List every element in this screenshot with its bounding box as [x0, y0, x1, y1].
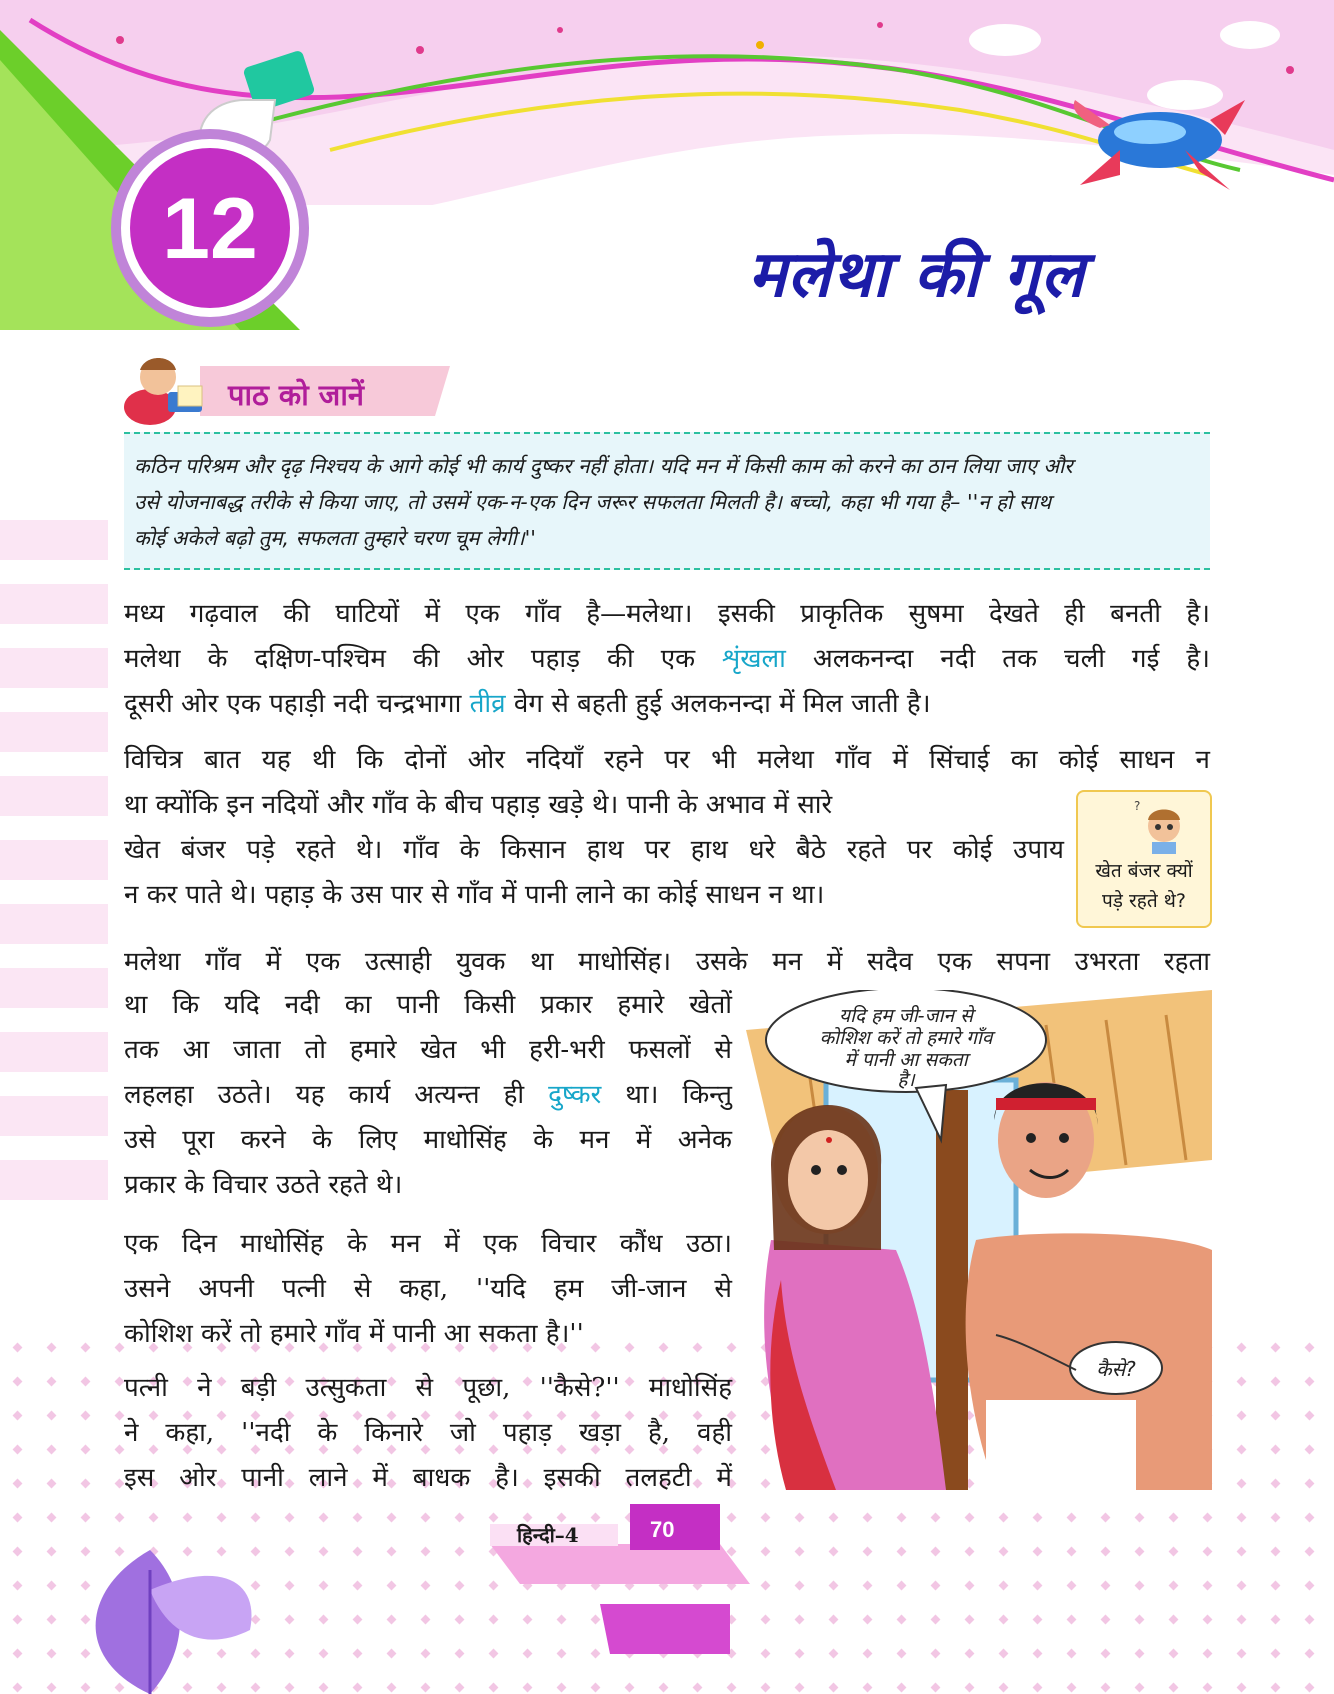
cloud-shape: [1220, 21, 1280, 49]
story-illustration: [746, 990, 1212, 1490]
cloud-shape: [1147, 80, 1223, 110]
decor-dot: [877, 22, 883, 28]
think-question: [1078, 856, 1210, 916]
text-line: मध्य गढ़वाल की घाटियों में एक गाँव है—मलेथा। इसकी प्राकृतिक सुषमा देखते ही बनती है।: [124, 599, 1210, 629]
paragraph-5: [124, 1366, 732, 1501]
text-span: अलकनन्दा नदी तक चली गई है।: [785, 644, 1211, 674]
highlight-word: तीव्र: [469, 689, 506, 719]
paragraph-2: [124, 738, 1210, 783]
text-span: था। किन्तु: [601, 1080, 732, 1110]
text-line: इस ओर पानी लाने में बाधक है। इसकी तलहटी में: [124, 1463, 732, 1493]
think-line: खेत बंजर क्यों: [1095, 860, 1193, 882]
text-line: तक आ जाता तो हमारे खेत भी हरी-भरी फसलों से: [124, 1035, 732, 1065]
decor-dot: [116, 36, 124, 44]
paragraph-4: [124, 1222, 732, 1357]
intro-text: [134, 448, 1200, 556]
text-line: उसने अपनी पत्नी से कहा, ''यदि हम जी-जान से: [124, 1274, 732, 1304]
header-background: [0, 0, 1334, 340]
paragraph-3: [124, 940, 1210, 985]
paragraph-3-cont: [124, 983, 732, 1208]
text-line: प्रकार के विचार उठते रहते थे।: [124, 1170, 403, 1200]
text-line: पत्नी ने बड़ी उत्सुकता से पूछा, ''कैसे?'' माधोसिंह: [124, 1373, 732, 1403]
intro-box: [124, 432, 1210, 570]
chapter-number: 12: [162, 181, 258, 277]
text-line: विचित्र बात यह थी कि दोनों ओर नदियाँ रहने पर भी मलेथा गाँव में सिंचाई का कोई साधन न: [124, 745, 1210, 775]
left-margin-stripes: [0, 520, 110, 1400]
paragraph-2-cont: [124, 783, 1064, 918]
bubble-line: कोशिश करें तो हमारे गाँव: [819, 1027, 993, 1049]
cloud-shape: [969, 24, 1041, 56]
text-span: वेग से बहती हुई अलकनन्दा में मिल जाती है।: [505, 689, 931, 719]
thinking-boy-icon: [1134, 796, 1194, 856]
think-box: [1076, 790, 1212, 928]
text-line: उसे पूरा करने के लिए माधोसिंह के मन में अनेक: [124, 1125, 732, 1155]
intro-heading-badge: [120, 352, 460, 432]
intro-line: उसे योजनाबद्ध तरीके से किया जाए, तो उसमें एक-न-एक दिन जरूर सफलता मिलती है। बच्चो, कहा भी गया है– ''न हो साथ: [134, 490, 1052, 514]
text-line: था कि यदि नदी का पानी किसी प्रकार हमारे खेतों: [124, 990, 732, 1020]
wooden-pillar: [936, 1090, 968, 1490]
svg-text:?: ?: [1134, 799, 1141, 813]
paragraph-1: [124, 592, 1210, 727]
highlight-word: दुष्कर: [548, 1080, 602, 1110]
decor-dot: [416, 46, 424, 54]
decor-dot: [1286, 66, 1294, 74]
text-line: खेत बंजर पड़े रहते थे। गाँव के किसान हाथ पर हाथ धरे बैठे रहते पर कोई उपाय: [124, 835, 1064, 865]
text-line: कोशिश करें तो हमारे गाँव में पानी आ सकता है।'': [124, 1319, 584, 1349]
text-line: मलेथा गाँव में एक उत्साही युवक था माधोसिंह। उसके मन में सदैव एक सपना उभरता रहता: [124, 947, 1210, 977]
think-line: पड़े रहते थे?: [1102, 890, 1186, 912]
text-line: था क्योंकि इन नदियों और गाँव के बीच पहाड़ खड़े थे। पानी के अभाव में सारे: [124, 790, 833, 820]
text-line: [124, 682, 1210, 727]
decor-dot: [756, 41, 764, 49]
bubble-line: यदि हम जी-जान से: [839, 1005, 973, 1027]
text-span: दूसरी ओर एक पहाड़ी नदी चन्द्रभागा: [124, 689, 470, 719]
text-line: [124, 1073, 732, 1118]
bubble-line: में पानी आ सकता: [844, 1049, 968, 1071]
text-span: लहलहा उठते। यह कार्य अत्यन्त ही: [124, 1080, 549, 1110]
footer-subject: हिन्दी–4: [517, 1523, 579, 1547]
text-span: मलेथा के दक्षिण-पश्चिम की ओर पहाड़ की एक: [124, 644, 723, 674]
intro-heading: पाठ को जानें: [228, 378, 364, 412]
text-line: [124, 637, 1210, 682]
text-line: एक दिन माधोसिंह के मन में एक विचार कौंध उठा।: [124, 1229, 732, 1259]
bubble-line: है।: [897, 1069, 915, 1091]
highlight-word: शृंखला: [722, 644, 786, 674]
reading-boy-icon: [124, 358, 202, 425]
intro-line: कोई अकेले बढ़ो तुम, सफलता तुम्हारे चरण चूम लेगी।'': [134, 526, 536, 550]
decor-dot: [557, 27, 563, 33]
bubble-small-text: कैसे?: [1096, 1357, 1136, 1381]
text-line: ने कहा, ''नदी के किनारे जो पहाड़ खड़ा है, वही: [124, 1418, 732, 1448]
text-line: न कर पाते थे। पहाड़ के उस पार से गाँव में पानी लाने का कोई साधन न था।: [124, 880, 825, 910]
lesson-title: मलेथा की गूल: [748, 237, 1085, 312]
intro-line: कठिन परिश्रम और दृढ़ निश्चय के आगे कोई भी कार्य दुष्कर नहीं होता। यदि मन में किसी काम को करने का ठान लिया जाए और: [134, 454, 1073, 478]
page-number: 70: [650, 1517, 675, 1542]
